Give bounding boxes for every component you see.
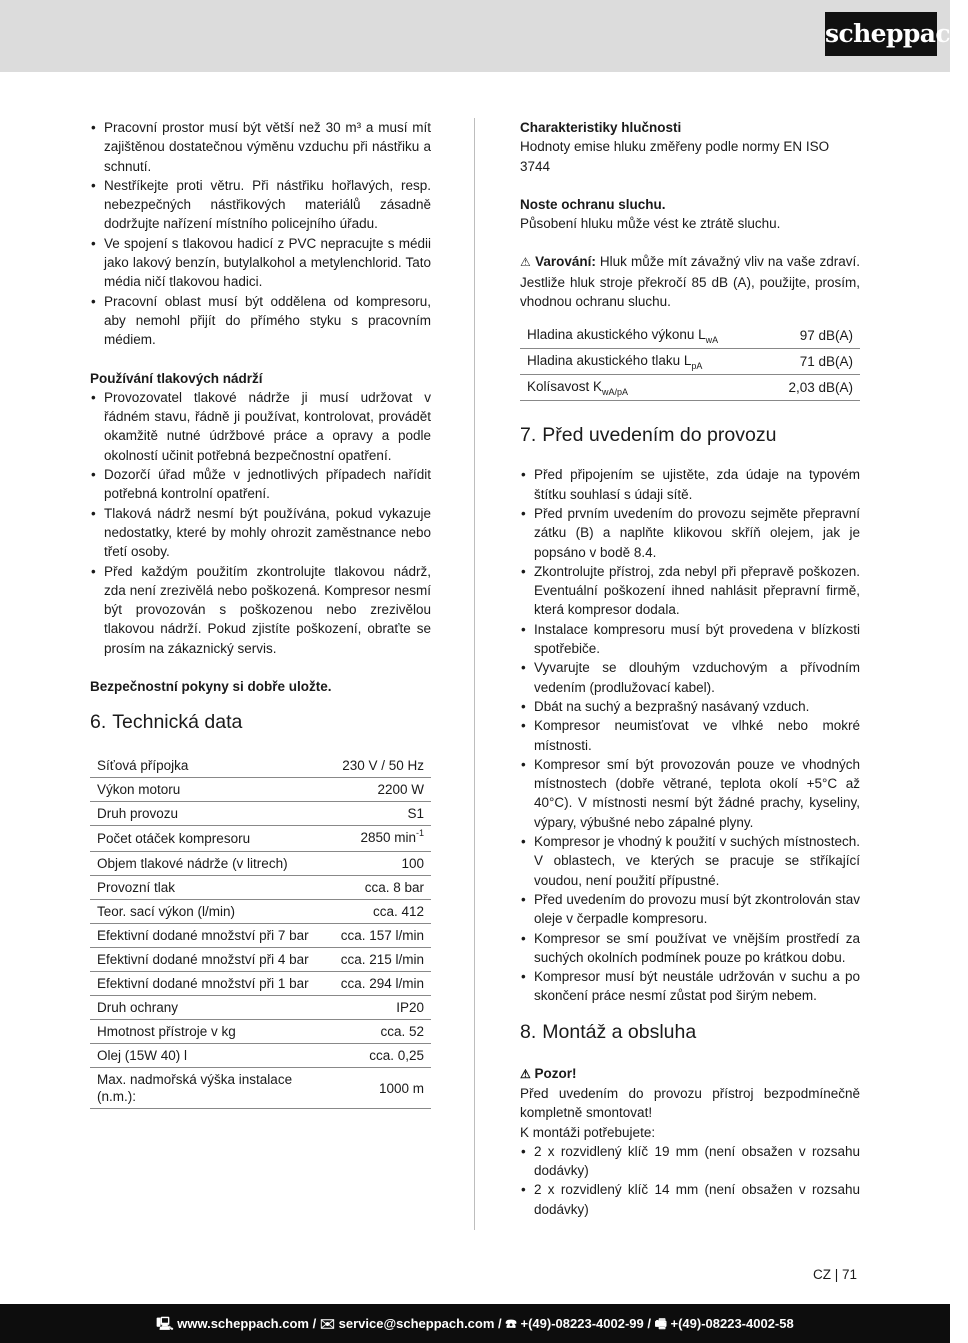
table-cell-label: Provozní tlak xyxy=(90,876,334,900)
table-row xyxy=(90,948,431,972)
footer-bar: 🖳 www.scheppach.com / ✉ service@scheppach.com / ☎ +(49)-08223-4002-99 / 🖷 +(49)-08223-4002-58 xyxy=(0,1304,950,1343)
tools-bullet-list xyxy=(520,1142,860,1219)
value-text: S1 xyxy=(407,806,424,822)
ear-protection-heading: Noste ochranu sluchu. xyxy=(520,196,666,212)
list-item: • Vyvarujte se dlouhým vzduchovým a přívodním vedením (prodlužovací kabel). xyxy=(520,658,860,697)
website-link[interactable]: www.scheppach.com xyxy=(177,1316,309,1331)
table-row xyxy=(520,323,860,349)
value-text: cca. 8 bar xyxy=(364,880,424,896)
label-text: Hladina akustického tlaku L xyxy=(527,353,692,369)
table-cell-value xyxy=(334,778,431,802)
label-subscript: pA xyxy=(691,361,703,372)
list-item: • Dbát na suchý a bezprašný nasávaný vzduch. xyxy=(520,697,860,716)
header-bar xyxy=(0,0,968,72)
fax-number: +(49)-08223-4002-58 xyxy=(670,1316,794,1331)
table-cell-value: 2,03 dB(A) xyxy=(766,375,860,401)
list-item: • Instalace kompresoru musí být provedena v blízkosti spotřebiče. xyxy=(520,620,860,659)
table-cell-label: Teor. sací výkon (l/min) xyxy=(90,900,334,924)
warning-icon: ⚠ xyxy=(520,1066,531,1081)
table-cell-label: Hmotnost přístroje v kg xyxy=(90,1020,334,1044)
warning-paragraph xyxy=(520,252,860,311)
table-cell-label: Efektivní dodané množství při 4 bar xyxy=(90,948,334,972)
table-cell-label: Výkon motoru xyxy=(90,778,334,802)
section-number: 6. xyxy=(90,711,107,734)
list-item: • Kompresor smí být provozován pouze ve vhodných místnostech (dobře větrané, teplota okolí +5°C až 40°C). V místnosti nesmí být žádné prachy, kyseliny, výpary, výbušné nebo zápalné plyny. xyxy=(520,755,860,832)
table-row xyxy=(90,972,431,996)
value-text: cca. 294 l/min xyxy=(340,976,424,992)
label-text: Kolísavost K xyxy=(527,379,603,395)
caution-text: Před uvedením do provozu přístroj bezpodmínečně kompletně smontovat! xyxy=(520,1085,860,1121)
list-item: • Kompresor neumisťovat ve vlhké nebo mokré místnosti. xyxy=(520,716,860,755)
label-text: Hladina akustického výkonu L xyxy=(527,327,706,343)
table-cell-label: Max. nadmořská výška instalace (n.m.): xyxy=(90,1068,334,1109)
list-item: • Kompresor se smí používat ve vnějším prostředí za suchých okolních podmínek pouze po krátkou dobu. xyxy=(520,929,860,968)
email-icon: ✉ xyxy=(319,1316,336,1331)
list-item: • Provozovatel tlakové nádrže ji musí udržovat v řádném stavu, řádně ji používat, kontrolovat, provádět okamžitě nutné údržbové práce a opravy a podle okolností učinit potřebná bezpečnostní opatření. xyxy=(90,388,431,465)
value-text: 2200 W xyxy=(377,782,424,798)
section-7-heading xyxy=(520,423,860,447)
list-item: • Před prvním uvedením do provozu sejměte přepravní zátku (B) a naplňte klikovou skříň olejem, jak je popsáno v bodě 8.4. xyxy=(520,504,860,562)
tech-data-table xyxy=(90,754,431,1109)
warning-icon: ⚠ xyxy=(520,255,532,270)
section-number: 8. xyxy=(520,1020,537,1043)
list-item: • Dozorčí úřad může v jednotlivých případech nařídit potřebná kontrolní opatření. xyxy=(90,465,431,504)
table-cell-label xyxy=(520,375,766,401)
list-item: • Pracovní oblast musí být oddělena od kompresoru, aby nemohl přijít do přímého styku s pracovním médiem. xyxy=(90,292,431,350)
section-8-heading xyxy=(520,1020,860,1044)
table-row xyxy=(520,349,860,375)
table-row xyxy=(90,876,431,900)
section-7-bullet-list xyxy=(520,465,860,1005)
list-item: • Kompresor je vhodný k použití v suchých místnostech. V oblastech, ve kterých se pracuje se stříkající voudou, není použití přípustné. xyxy=(520,832,860,890)
table-cell-label xyxy=(520,323,766,349)
list-item: • Nestříkejte proti větru. Při nástřiku hořlavých, resp. nebezpečných nástřikových materiálů zásadně dodržujte nařízení místního policejního úřadu. xyxy=(90,176,431,234)
table-cell-value xyxy=(334,1068,431,1109)
value-text: IP20 xyxy=(396,1000,424,1016)
table-cell-value xyxy=(334,972,431,996)
table-row xyxy=(90,924,431,948)
list-item: • Ve spojení s tlakovou hadicí z PVC nepracujte s médii jako lakový benzín, butylalkohol a metylenchlorid. Tato média ničí tlakovou hadici. xyxy=(90,234,431,292)
scheppach-logo: scheppach xyxy=(825,12,937,56)
list-item: • 2 x rozvidlený klíč 19 mm (není obsažen v rozsahu dodávky) xyxy=(520,1142,860,1181)
list-item: • Zkontrolujte přístroj, zda nebyl při přepravě poškozen. Eventuální poškození ihned nahlásit přepravní firmě, která kompresor dodala. xyxy=(520,562,860,620)
table-cell-value xyxy=(334,924,431,948)
table-cell-value: 97 dB(A) xyxy=(766,323,860,349)
list-item: • 2 x rozvidlený klíč 14 mm (není obsažen v rozsahu dodávky) xyxy=(520,1180,860,1219)
right-column xyxy=(520,118,860,1219)
list-item: • Před připojením se ujistěte, zda údaje na typovém štítku souhlasí s údaji sítě. xyxy=(520,465,860,504)
label-subscript: wA xyxy=(705,335,719,346)
tank-heading: Používání tlakových nádrží xyxy=(90,370,263,386)
left-column xyxy=(90,118,431,1109)
table-row xyxy=(90,802,431,826)
table-cell-label: Efektivní dodané množství při 1 bar xyxy=(90,972,334,996)
table-cell-label: Počet otáček kompresoru xyxy=(90,826,334,852)
table-cell-value xyxy=(334,826,431,852)
value-text: 100 xyxy=(401,856,424,872)
list-item: • Před každým použitím zkontrolujte tlakovou nádrž, zda není zrezivělá nebo poškozená. Kompresor nesmí být provozován s poškozenou nebo zrezivělou tlakovou nádrží. Pokud zjistíte poškození, obraťte se prosím na zákaznický servis. xyxy=(90,562,431,658)
fax-icon: 🖷 xyxy=(654,1316,667,1331)
ear-protection-text: Působení hluku může vést ke ztrátě sluchu. xyxy=(520,216,781,232)
table-cell-label: Druh ochrany xyxy=(90,996,334,1020)
table-cell-label: Druh provozu xyxy=(90,802,334,826)
table-cell-value xyxy=(334,754,431,778)
table-cell-value xyxy=(334,996,431,1020)
table-cell-value: 71 dB(A) xyxy=(766,349,860,375)
table-cell-label: Olej (15W 40) l xyxy=(90,1044,334,1068)
table-row xyxy=(90,852,431,876)
value-text: cca. 157 l/min xyxy=(340,928,424,944)
table-cell-value xyxy=(334,1044,431,1068)
phone-number: +(49)-08223-4002-99 xyxy=(520,1316,644,1331)
section-title: Montáž a obsluha xyxy=(542,1020,697,1043)
section-title: Před uvedením do provozu xyxy=(542,424,777,447)
table-row xyxy=(520,375,860,401)
list-item: • Pracovní prostor musí být větší než 30 m³ a musí mít zajištěnou dostatečnou výměnu vzduchu při nástřiku a schnutí. xyxy=(90,118,431,176)
table-cell-value xyxy=(334,1020,431,1044)
noise-table xyxy=(520,323,860,401)
warning-label: Varování: xyxy=(535,254,596,270)
table-cell-value xyxy=(334,802,431,826)
table-cell-label: Efektivní dodané množství při 7 bar xyxy=(90,924,334,948)
value-text: 1000 m xyxy=(378,1080,424,1096)
keep-safety-note: Bezpečnostní pokyny si dobře uložte. xyxy=(90,679,332,695)
page-number: CZ | 71 xyxy=(813,1267,858,1282)
noise-heading: Charakteristiky hlučnosti xyxy=(520,120,682,135)
caution-label: Pozor! xyxy=(534,1065,577,1081)
warning-text: Hluk může mít závažný vliv na vaše zdraví. Jestliže hluk stroje překročí 85 dB (A), použijte, prosím, vhodnou ochranu sluchu. xyxy=(520,254,860,310)
email-link[interactable]: service@scheppach.com xyxy=(338,1316,495,1331)
tools-needed-text: K montáži potřebujete: xyxy=(520,1124,656,1140)
computer-icon: 🖳 xyxy=(156,1316,174,1331)
value-text: 230 V / 50 Hz xyxy=(342,758,424,774)
value-text: 2850 min xyxy=(360,830,416,846)
list-item: • Kompresor musí být neustále udržován v suchu a po skončení práce nesmí zůstat pod širým nebem. xyxy=(520,967,860,1006)
tank-bullet-list xyxy=(90,388,431,658)
value-text: cca. 52 xyxy=(380,1024,424,1040)
list-item: • Tlaková nádrž nesmí být používána, pokud vykazuje nedostatky, které by mohly ohrozit zaměstnance nebo třetí osoby. xyxy=(90,504,431,562)
list-item: • Před uvedením do provozu musí být zkontrolován stav oleje v čerpadle kompresoru. xyxy=(520,890,860,929)
noise-text: Hodnoty emise hluku změřeny podle normy EN ISO 3744 xyxy=(520,139,830,174)
caution-heading xyxy=(520,1064,860,1084)
table-row xyxy=(90,1020,431,1044)
value-superscript: -1 xyxy=(415,828,424,839)
table-row xyxy=(90,1068,431,1109)
column-divider xyxy=(474,118,475,1230)
table-cell-value xyxy=(334,900,431,924)
table-row xyxy=(90,900,431,924)
table-cell-value xyxy=(334,948,431,972)
section-6-heading xyxy=(90,710,431,734)
phone-icon: ☎ xyxy=(505,1316,517,1331)
table-cell-label: Síťová přípojka xyxy=(90,754,334,778)
label-subscript: wA/pA xyxy=(602,387,629,398)
table-cell-label: Objem tlakové nádrže (v litrech) xyxy=(90,852,334,876)
intro-bullet-list xyxy=(90,118,431,350)
table-row xyxy=(90,826,431,852)
section-number: 7. xyxy=(520,424,537,447)
table-cell-value xyxy=(334,876,431,900)
table-cell-label xyxy=(520,349,766,375)
table-row xyxy=(90,754,431,778)
table-row xyxy=(90,1044,431,1068)
value-text: cca. 215 l/min xyxy=(340,952,424,968)
value-text: cca. 0,25 xyxy=(369,1048,424,1064)
table-row xyxy=(90,778,431,802)
table-row xyxy=(90,996,431,1020)
section-title: Technická data xyxy=(112,711,243,734)
table-cell-value xyxy=(334,852,431,876)
value-text: cca. 412 xyxy=(372,904,424,920)
